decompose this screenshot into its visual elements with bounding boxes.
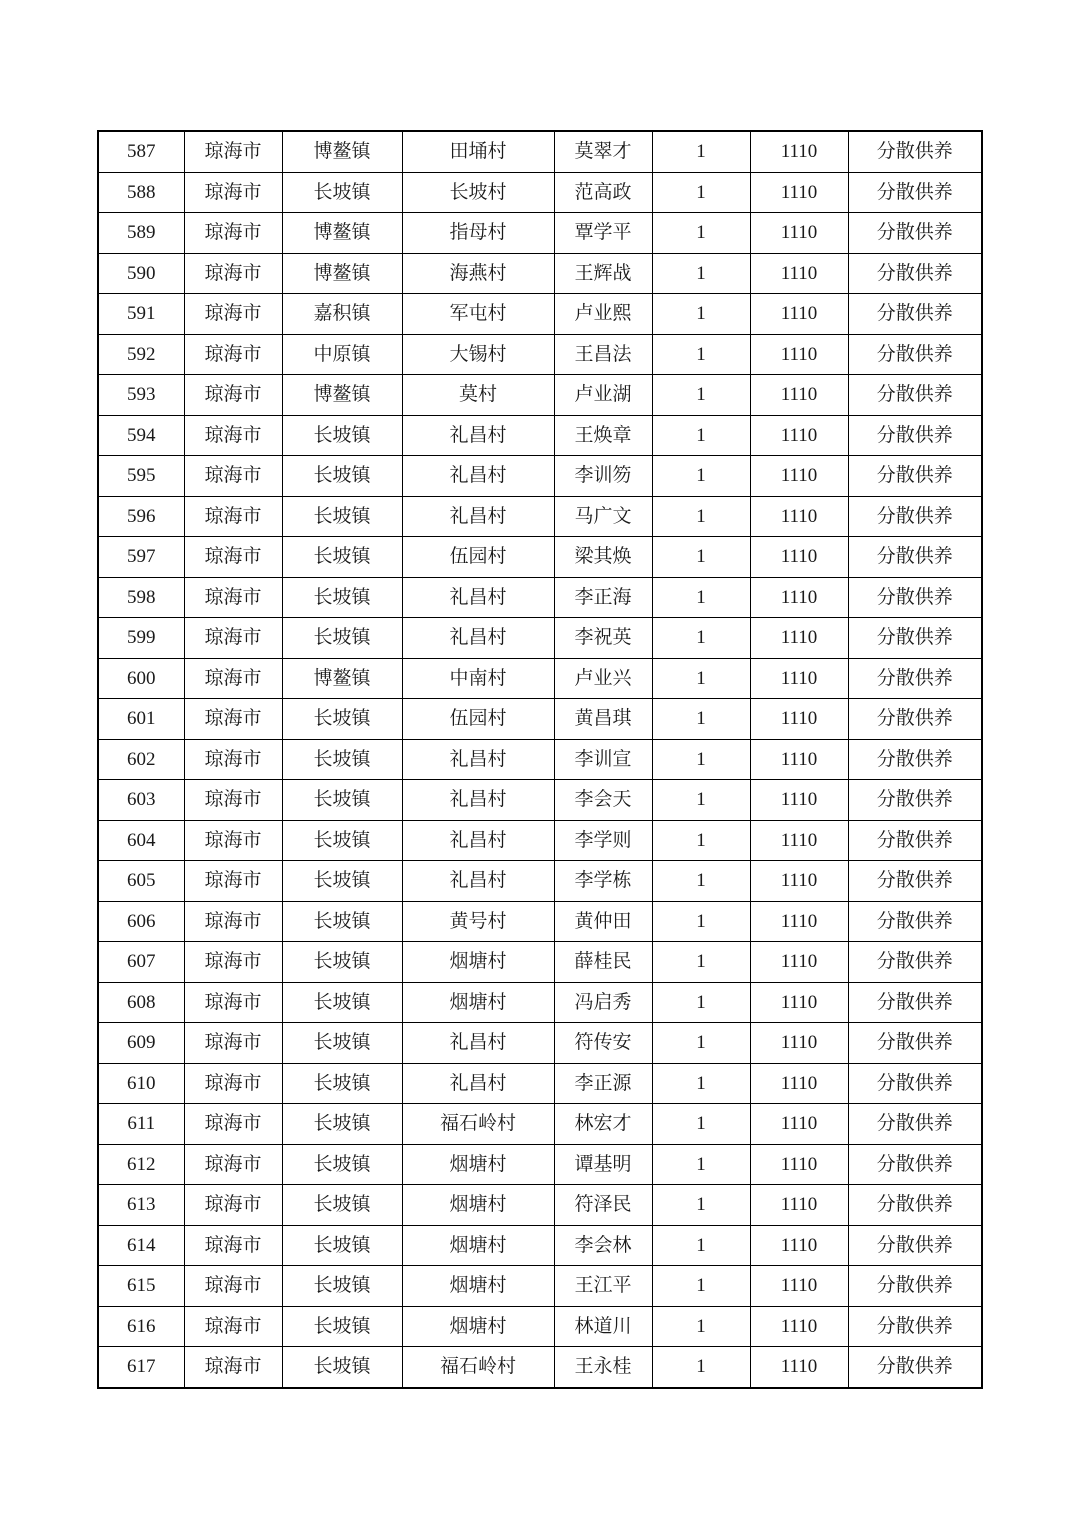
city-cell: 琼海市 <box>184 901 282 942</box>
table-row <box>98 1266 982 1307</box>
table-row <box>98 172 982 213</box>
household-count-cell: 1 <box>652 1225 750 1266</box>
town-cell: 长坡镇 <box>282 618 402 659</box>
name-cell: 李会林 <box>554 1225 652 1266</box>
household-count-cell: 1 <box>652 213 750 254</box>
support-type-cell: 分散供养 <box>848 942 982 983</box>
table-row <box>98 1104 982 1145</box>
city-cell: 琼海市 <box>184 1023 282 1064</box>
table-row <box>98 942 982 983</box>
row-number-cell: 603 <box>98 780 184 821</box>
support-type-cell: 分散供养 <box>848 1104 982 1145</box>
row-number-cell: 591 <box>98 294 184 335</box>
support-roster-table <box>97 130 983 1389</box>
town-cell: 中原镇 <box>282 334 402 375</box>
city-cell: 琼海市 <box>184 1347 282 1388</box>
amount-cell: 1110 <box>750 658 848 699</box>
amount-cell: 1110 <box>750 537 848 578</box>
amount-cell: 1110 <box>750 496 848 537</box>
town-cell: 长坡镇 <box>282 820 402 861</box>
town-cell: 长坡镇 <box>282 699 402 740</box>
name-cell: 王江平 <box>554 1266 652 1307</box>
amount-cell: 1110 <box>750 131 848 172</box>
name-cell: 李正源 <box>554 1063 652 1104</box>
table-row <box>98 334 982 375</box>
amount-cell: 1110 <box>750 1023 848 1064</box>
village-cell: 烟塘村 <box>402 942 554 983</box>
village-cell: 军屯村 <box>402 294 554 335</box>
town-cell: 长坡镇 <box>282 901 402 942</box>
town-cell: 长坡镇 <box>282 1266 402 1307</box>
name-cell: 王焕章 <box>554 415 652 456</box>
support-type-cell: 分散供养 <box>848 456 982 497</box>
household-count-cell: 1 <box>652 820 750 861</box>
village-cell: 烟塘村 <box>402 982 554 1023</box>
table-body <box>98 131 982 1388</box>
town-cell: 长坡镇 <box>282 496 402 537</box>
row-number-cell: 609 <box>98 1023 184 1064</box>
support-type-cell: 分散供养 <box>848 780 982 821</box>
support-type-cell: 分散供养 <box>848 1347 982 1388</box>
table-row <box>98 1144 982 1185</box>
city-cell: 琼海市 <box>184 253 282 294</box>
household-count-cell: 1 <box>652 739 750 780</box>
support-type-cell: 分散供养 <box>848 699 982 740</box>
city-cell: 琼海市 <box>184 861 282 902</box>
support-type-cell: 分散供养 <box>848 213 982 254</box>
household-count-cell: 1 <box>652 780 750 821</box>
town-cell: 长坡镇 <box>282 415 402 456</box>
support-type-cell: 分散供养 <box>848 1144 982 1185</box>
city-cell: 琼海市 <box>184 1144 282 1185</box>
household-count-cell: 1 <box>652 294 750 335</box>
household-count-cell: 1 <box>652 699 750 740</box>
table-row <box>98 618 982 659</box>
table-row <box>98 1063 982 1104</box>
row-number-cell: 597 <box>98 537 184 578</box>
village-cell: 礼昌村 <box>402 820 554 861</box>
household-count-cell: 1 <box>652 172 750 213</box>
city-cell: 琼海市 <box>184 699 282 740</box>
table-row <box>98 213 982 254</box>
support-type-cell: 分散供养 <box>848 577 982 618</box>
row-number-cell: 592 <box>98 334 184 375</box>
table-row <box>98 739 982 780</box>
household-count-cell: 1 <box>652 658 750 699</box>
table-row <box>98 1023 982 1064</box>
row-number-cell: 610 <box>98 1063 184 1104</box>
village-cell: 大锡村 <box>402 334 554 375</box>
row-number-cell: 589 <box>98 213 184 254</box>
town-cell: 长坡镇 <box>282 1104 402 1145</box>
table-row <box>98 820 982 861</box>
row-number-cell: 594 <box>98 415 184 456</box>
table-row <box>98 1306 982 1347</box>
support-type-cell: 分散供养 <box>848 1063 982 1104</box>
name-cell: 林道川 <box>554 1306 652 1347</box>
village-cell: 礼昌村 <box>402 739 554 780</box>
row-number-cell: 601 <box>98 699 184 740</box>
support-type-cell: 分散供养 <box>848 820 982 861</box>
support-type-cell: 分散供养 <box>848 496 982 537</box>
name-cell: 黄昌琪 <box>554 699 652 740</box>
support-type-cell: 分散供养 <box>848 861 982 902</box>
city-cell: 琼海市 <box>184 1266 282 1307</box>
name-cell: 薛桂民 <box>554 942 652 983</box>
city-cell: 琼海市 <box>184 780 282 821</box>
name-cell: 符泽民 <box>554 1185 652 1226</box>
name-cell: 梁其焕 <box>554 537 652 578</box>
name-cell: 王昌法 <box>554 334 652 375</box>
city-cell: 琼海市 <box>184 942 282 983</box>
support-type-cell: 分散供养 <box>848 253 982 294</box>
row-number-cell: 617 <box>98 1347 184 1388</box>
town-cell: 博鳌镇 <box>282 131 402 172</box>
name-cell: 李正海 <box>554 577 652 618</box>
household-count-cell: 1 <box>652 537 750 578</box>
village-cell: 伍园村 <box>402 699 554 740</box>
household-count-cell: 1 <box>652 1185 750 1226</box>
amount-cell: 1110 <box>750 294 848 335</box>
table-row <box>98 456 982 497</box>
name-cell: 卢业兴 <box>554 658 652 699</box>
town-cell: 长坡镇 <box>282 1347 402 1388</box>
amount-cell: 1110 <box>750 1225 848 1266</box>
town-cell: 长坡镇 <box>282 861 402 902</box>
city-cell: 琼海市 <box>184 172 282 213</box>
amount-cell: 1110 <box>750 1347 848 1388</box>
amount-cell: 1110 <box>750 942 848 983</box>
name-cell: 卢业熙 <box>554 294 652 335</box>
table-row <box>98 658 982 699</box>
household-count-cell: 1 <box>652 1144 750 1185</box>
household-count-cell: 1 <box>652 496 750 537</box>
household-count-cell: 1 <box>652 456 750 497</box>
city-cell: 琼海市 <box>184 658 282 699</box>
table-row <box>98 294 982 335</box>
table-row <box>98 1225 982 1266</box>
town-cell: 长坡镇 <box>282 172 402 213</box>
household-count-cell: 1 <box>652 375 750 416</box>
village-cell: 烟塘村 <box>402 1144 554 1185</box>
amount-cell: 1110 <box>750 334 848 375</box>
household-count-cell: 1 <box>652 942 750 983</box>
name-cell: 李会天 <box>554 780 652 821</box>
town-cell: 长坡镇 <box>282 780 402 821</box>
support-type-cell: 分散供养 <box>848 1266 982 1307</box>
support-type-cell: 分散供养 <box>848 294 982 335</box>
support-type-cell: 分散供养 <box>848 172 982 213</box>
town-cell: 长坡镇 <box>282 1023 402 1064</box>
table-row <box>98 861 982 902</box>
village-cell: 烟塘村 <box>402 1306 554 1347</box>
town-cell: 长坡镇 <box>282 739 402 780</box>
name-cell: 李训宣 <box>554 739 652 780</box>
table-row <box>98 375 982 416</box>
support-type-cell: 分散供养 <box>848 982 982 1023</box>
village-cell: 海燕村 <box>402 253 554 294</box>
name-cell: 谭基明 <box>554 1144 652 1185</box>
name-cell: 黄仲田 <box>554 901 652 942</box>
name-cell: 李学则 <box>554 820 652 861</box>
name-cell: 卢业湖 <box>554 375 652 416</box>
household-count-cell: 1 <box>652 618 750 659</box>
village-cell: 福石岭村 <box>402 1347 554 1388</box>
row-number-cell: 608 <box>98 982 184 1023</box>
city-cell: 琼海市 <box>184 1104 282 1145</box>
household-count-cell: 1 <box>652 577 750 618</box>
support-type-cell: 分散供养 <box>848 901 982 942</box>
town-cell: 长坡镇 <box>282 577 402 618</box>
village-cell: 黄号村 <box>402 901 554 942</box>
town-cell: 长坡镇 <box>282 537 402 578</box>
village-cell: 礼昌村 <box>402 1023 554 1064</box>
row-number-cell: 616 <box>98 1306 184 1347</box>
amount-cell: 1110 <box>750 901 848 942</box>
row-number-cell: 590 <box>98 253 184 294</box>
town-cell: 博鳌镇 <box>282 375 402 416</box>
village-cell: 礼昌村 <box>402 618 554 659</box>
town-cell: 博鳌镇 <box>282 253 402 294</box>
name-cell: 王辉战 <box>554 253 652 294</box>
row-number-cell: 613 <box>98 1185 184 1226</box>
household-count-cell: 1 <box>652 1347 750 1388</box>
town-cell: 嘉积镇 <box>282 294 402 335</box>
village-cell: 礼昌村 <box>402 1063 554 1104</box>
support-type-cell: 分散供养 <box>848 334 982 375</box>
row-number-cell: 611 <box>98 1104 184 1145</box>
row-number-cell: 599 <box>98 618 184 659</box>
support-type-cell: 分散供养 <box>848 415 982 456</box>
city-cell: 琼海市 <box>184 1306 282 1347</box>
town-cell: 博鳌镇 <box>282 658 402 699</box>
support-type-cell: 分散供养 <box>848 537 982 578</box>
household-count-cell: 1 <box>652 334 750 375</box>
row-number-cell: 607 <box>98 942 184 983</box>
village-cell: 烟塘村 <box>402 1266 554 1307</box>
support-type-cell: 分散供养 <box>848 375 982 416</box>
city-cell: 琼海市 <box>184 294 282 335</box>
amount-cell: 1110 <box>750 982 848 1023</box>
amount-cell: 1110 <box>750 415 848 456</box>
town-cell: 长坡镇 <box>282 456 402 497</box>
table-row <box>98 253 982 294</box>
table-row <box>98 415 982 456</box>
name-cell: 符传安 <box>554 1023 652 1064</box>
amount-cell: 1110 <box>750 739 848 780</box>
name-cell: 李学栋 <box>554 861 652 902</box>
row-number-cell: 595 <box>98 456 184 497</box>
amount-cell: 1110 <box>750 780 848 821</box>
amount-cell: 1110 <box>750 456 848 497</box>
household-count-cell: 1 <box>652 253 750 294</box>
table-row <box>98 577 982 618</box>
village-cell: 礼昌村 <box>402 496 554 537</box>
amount-cell: 1110 <box>750 1266 848 1307</box>
city-cell: 琼海市 <box>184 1063 282 1104</box>
row-number-cell: 598 <box>98 577 184 618</box>
city-cell: 琼海市 <box>184 982 282 1023</box>
village-cell: 田埇村 <box>402 131 554 172</box>
name-cell: 冯启秀 <box>554 982 652 1023</box>
village-cell: 中南村 <box>402 658 554 699</box>
row-number-cell: 596 <box>98 496 184 537</box>
town-cell: 长坡镇 <box>282 942 402 983</box>
village-cell: 福石岭村 <box>402 1104 554 1145</box>
amount-cell: 1110 <box>750 172 848 213</box>
village-cell: 长坡村 <box>402 172 554 213</box>
name-cell: 王永桂 <box>554 1347 652 1388</box>
table-row <box>98 780 982 821</box>
row-number-cell: 612 <box>98 1144 184 1185</box>
amount-cell: 1110 <box>750 1144 848 1185</box>
amount-cell: 1110 <box>750 1306 848 1347</box>
amount-cell: 1110 <box>750 861 848 902</box>
city-cell: 琼海市 <box>184 456 282 497</box>
town-cell: 长坡镇 <box>282 1144 402 1185</box>
village-cell: 烟塘村 <box>402 1185 554 1226</box>
table-row <box>98 131 982 172</box>
row-number-cell: 602 <box>98 739 184 780</box>
village-cell: 伍园村 <box>402 537 554 578</box>
amount-cell: 1110 <box>750 213 848 254</box>
name-cell: 马广文 <box>554 496 652 537</box>
table-row <box>98 537 982 578</box>
support-type-cell: 分散供养 <box>848 131 982 172</box>
name-cell: 林宏才 <box>554 1104 652 1145</box>
town-cell: 长坡镇 <box>282 1185 402 1226</box>
table-row <box>98 1185 982 1226</box>
city-cell: 琼海市 <box>184 1185 282 1226</box>
amount-cell: 1110 <box>750 1104 848 1145</box>
town-cell: 长坡镇 <box>282 1225 402 1266</box>
table-row <box>98 901 982 942</box>
name-cell: 李祝英 <box>554 618 652 659</box>
amount-cell: 1110 <box>750 577 848 618</box>
city-cell: 琼海市 <box>184 334 282 375</box>
support-type-cell: 分散供养 <box>848 1023 982 1064</box>
village-cell: 礼昌村 <box>402 577 554 618</box>
household-count-cell: 1 <box>652 1023 750 1064</box>
household-count-cell: 1 <box>652 415 750 456</box>
row-number-cell: 604 <box>98 820 184 861</box>
village-cell: 礼昌村 <box>402 861 554 902</box>
name-cell: 范高政 <box>554 172 652 213</box>
household-count-cell: 1 <box>652 861 750 902</box>
household-count-cell: 1 <box>652 1306 750 1347</box>
row-number-cell: 606 <box>98 901 184 942</box>
town-cell: 长坡镇 <box>282 982 402 1023</box>
support-type-cell: 分散供养 <box>848 739 982 780</box>
household-count-cell: 1 <box>652 1266 750 1307</box>
table-row <box>98 496 982 537</box>
village-cell: 礼昌村 <box>402 456 554 497</box>
row-number-cell: 615 <box>98 1266 184 1307</box>
city-cell: 琼海市 <box>184 618 282 659</box>
household-count-cell: 1 <box>652 1104 750 1145</box>
amount-cell: 1110 <box>750 618 848 659</box>
village-cell: 礼昌村 <box>402 780 554 821</box>
city-cell: 琼海市 <box>184 1225 282 1266</box>
city-cell: 琼海市 <box>184 131 282 172</box>
city-cell: 琼海市 <box>184 415 282 456</box>
city-cell: 琼海市 <box>184 577 282 618</box>
household-count-cell: 1 <box>652 901 750 942</box>
village-cell: 指母村 <box>402 213 554 254</box>
support-type-cell: 分散供养 <box>848 1306 982 1347</box>
village-cell: 烟塘村 <box>402 1225 554 1266</box>
city-cell: 琼海市 <box>184 496 282 537</box>
table-row <box>98 1347 982 1388</box>
support-type-cell: 分散供养 <box>848 1185 982 1226</box>
table-row <box>98 699 982 740</box>
household-count-cell: 1 <box>652 1063 750 1104</box>
town-cell: 长坡镇 <box>282 1306 402 1347</box>
amount-cell: 1110 <box>750 1185 848 1226</box>
amount-cell: 1110 <box>750 699 848 740</box>
amount-cell: 1110 <box>750 1063 848 1104</box>
support-type-cell: 分散供养 <box>848 1225 982 1266</box>
village-cell: 莫村 <box>402 375 554 416</box>
amount-cell: 1110 <box>750 253 848 294</box>
village-cell: 礼昌村 <box>402 415 554 456</box>
town-cell: 博鳌镇 <box>282 213 402 254</box>
name-cell: 覃学平 <box>554 213 652 254</box>
row-number-cell: 588 <box>98 172 184 213</box>
row-number-cell: 614 <box>98 1225 184 1266</box>
name-cell: 李训笏 <box>554 456 652 497</box>
city-cell: 琼海市 <box>184 537 282 578</box>
table-row <box>98 982 982 1023</box>
amount-cell: 1110 <box>750 375 848 416</box>
city-cell: 琼海市 <box>184 820 282 861</box>
row-number-cell: 593 <box>98 375 184 416</box>
household-count-cell: 1 <box>652 982 750 1023</box>
row-number-cell: 587 <box>98 131 184 172</box>
row-number-cell: 605 <box>98 861 184 902</box>
name-cell: 莫翠才 <box>554 131 652 172</box>
amount-cell: 1110 <box>750 820 848 861</box>
household-count-cell: 1 <box>652 131 750 172</box>
support-type-cell: 分散供养 <box>848 658 982 699</box>
city-cell: 琼海市 <box>184 213 282 254</box>
city-cell: 琼海市 <box>184 375 282 416</box>
town-cell: 长坡镇 <box>282 1063 402 1104</box>
row-number-cell: 600 <box>98 658 184 699</box>
support-type-cell: 分散供养 <box>848 618 982 659</box>
city-cell: 琼海市 <box>184 739 282 780</box>
